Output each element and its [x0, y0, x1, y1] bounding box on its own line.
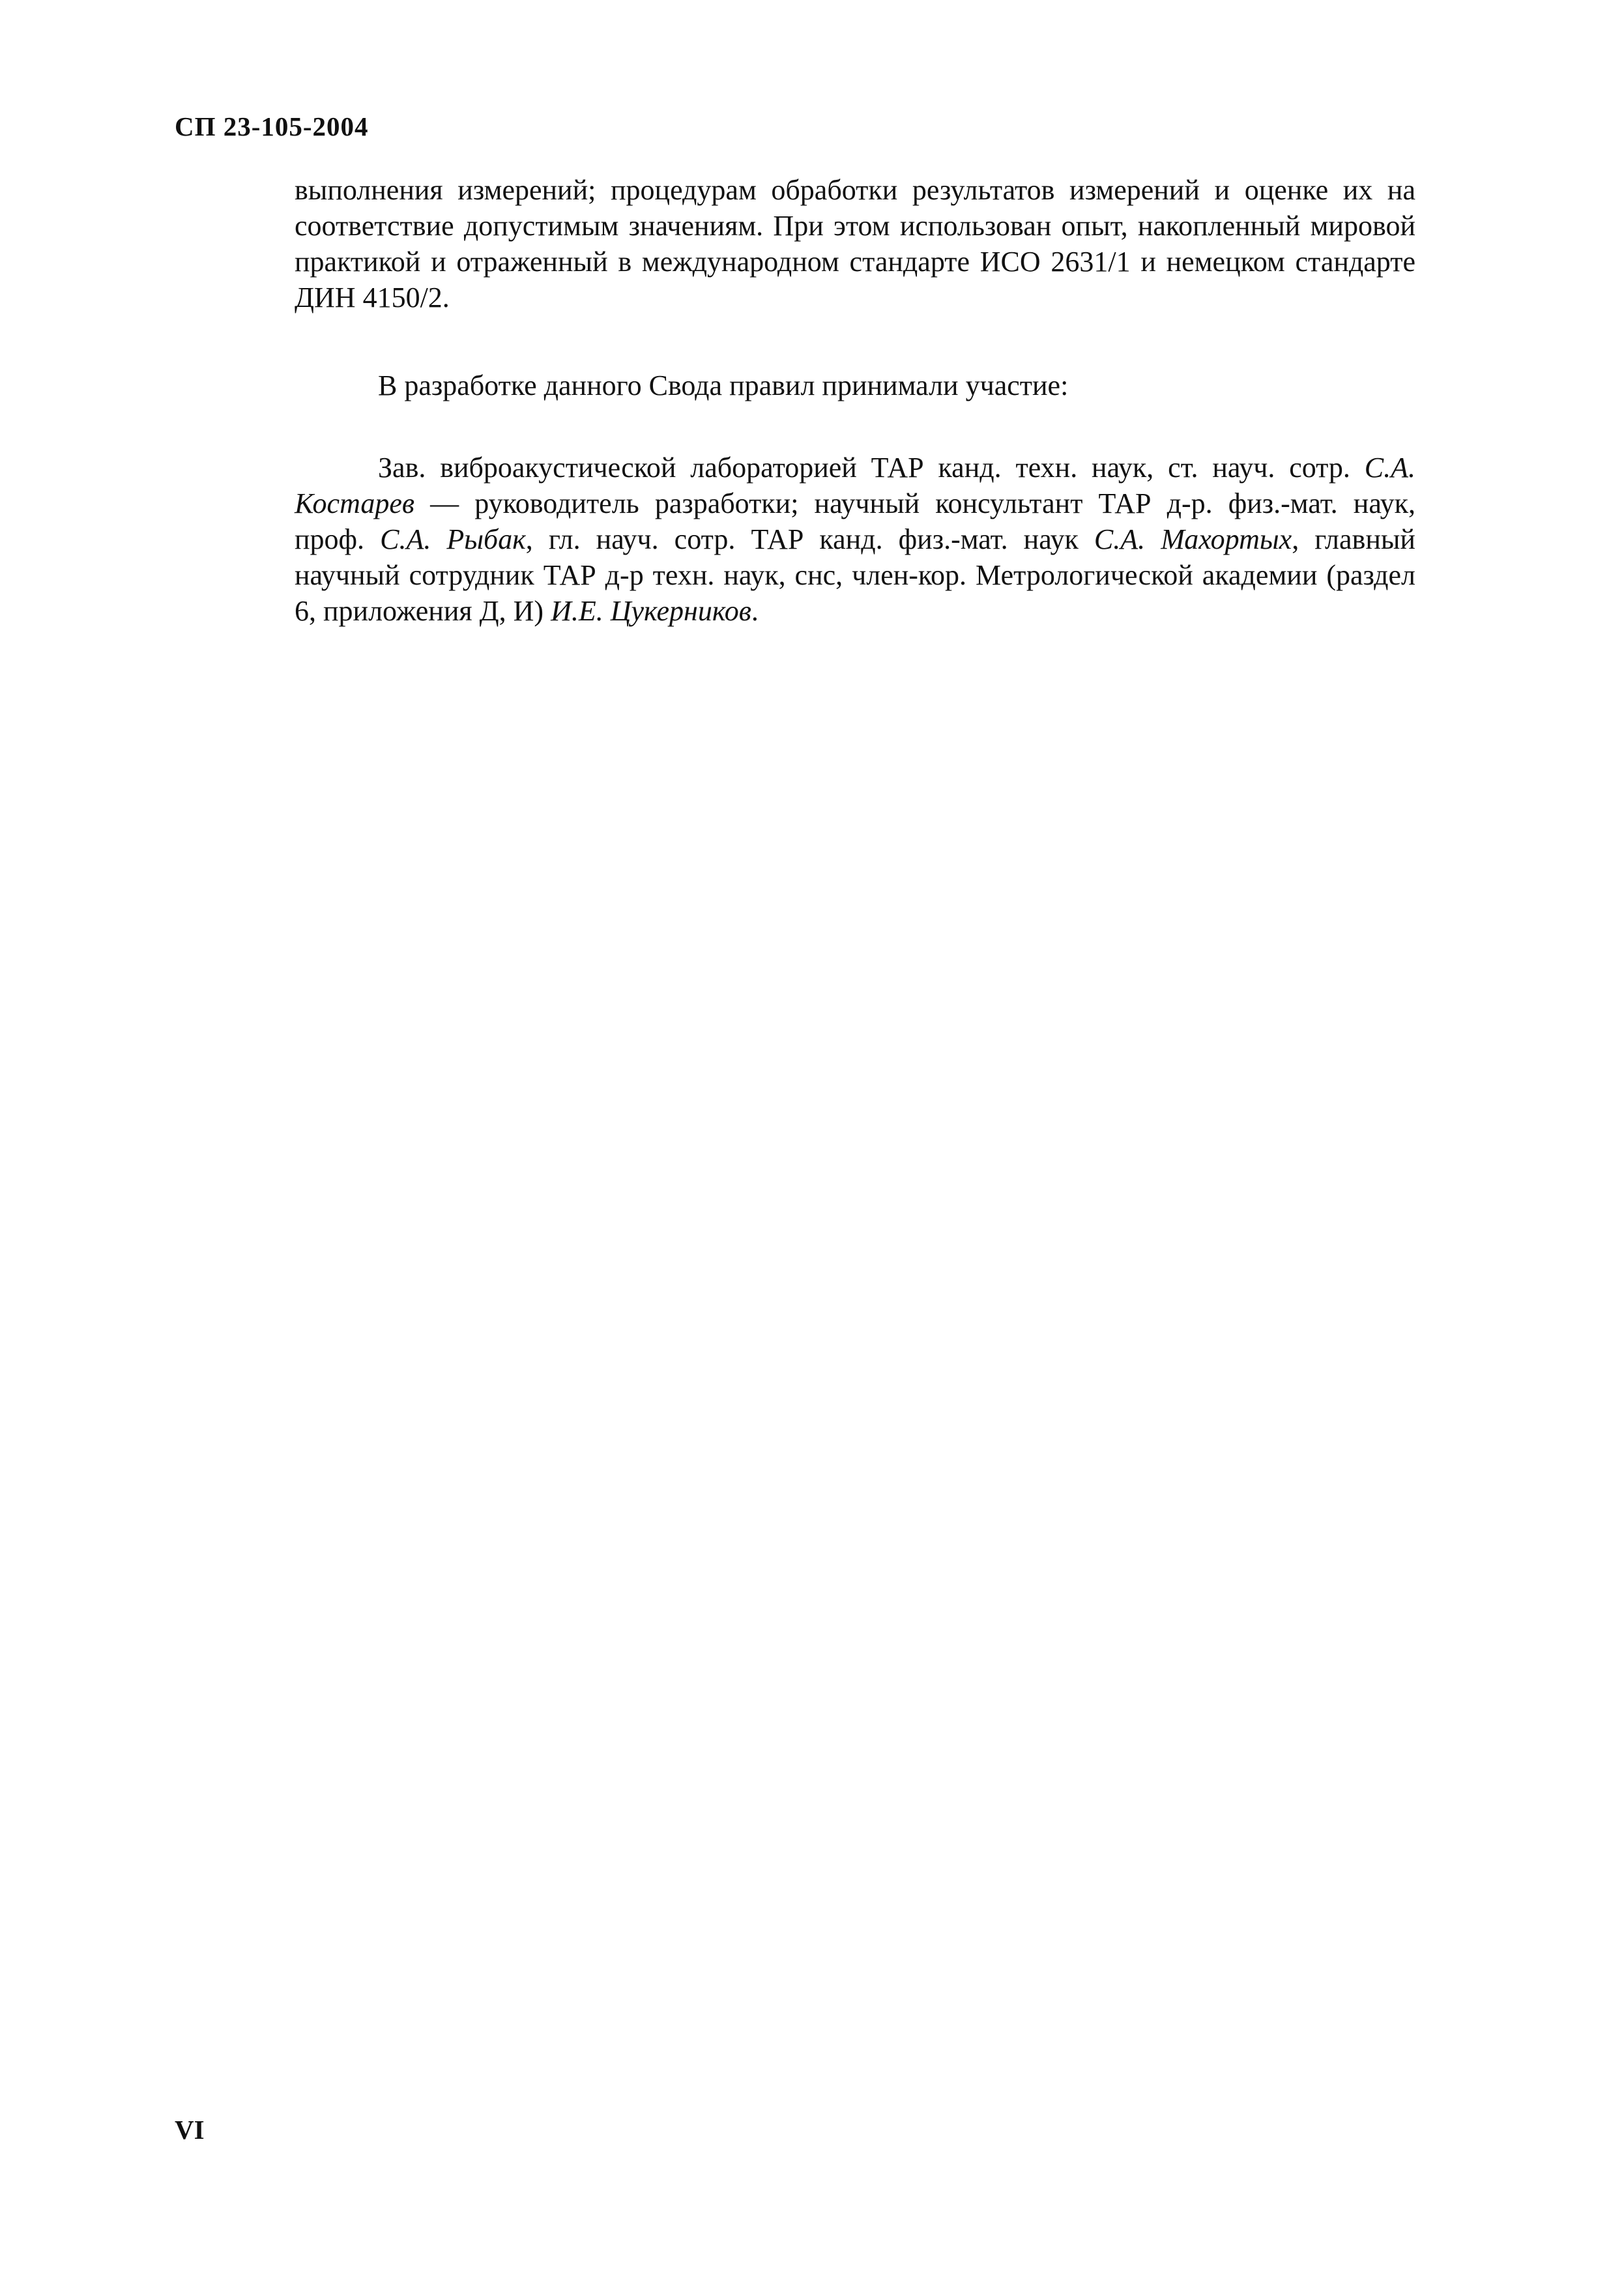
- participant-name: И.Е. Цукерников: [551, 595, 751, 627]
- page-number: VI: [175, 2115, 205, 2145]
- participant-name: С.А. Рыбак: [380, 523, 526, 555]
- participants-paragraph: [295, 450, 1415, 629]
- participants-text-segment: , гл. науч. сотр. ТАР канд. физ.-мат. наук: [525, 523, 1094, 555]
- participants-heading: В разработке данного Свода правил принимали участие:: [378, 370, 1069, 401]
- participant-name: С.А. Костарев: [295, 452, 1415, 519]
- participants-text-segment: .: [751, 595, 759, 627]
- participant-name: С.А. Махортых: [1094, 523, 1292, 555]
- participants-text-segment: — руководитель разработки; научный консультант ТАР д-р. физ.-мат. наук, проф.: [295, 487, 1415, 555]
- document-code-header: СП 23-105-2004: [175, 111, 369, 141]
- participants-text-segment: Зав. виброакустической лабораторией ТАР канд. техн. наук, ст. науч. сотр.: [378, 452, 1365, 484]
- intro-paragraph: выполнения измерений; процедурам обработки результатов измерений и оценке их на соответствие допустимым значениям. При этом использован опыт, накопленный мировой практикой и отраженный в международном стандарте ИСО 2631/1 и немецком стандарте ДИН 4150/2.: [295, 174, 1415, 313]
- participants-text-segment: , главный научный сотрудник ТАР д-р техн. наук, снс, член-кор. Метрологической академии (раздел 6, приложения Д, И): [295, 523, 1415, 627]
